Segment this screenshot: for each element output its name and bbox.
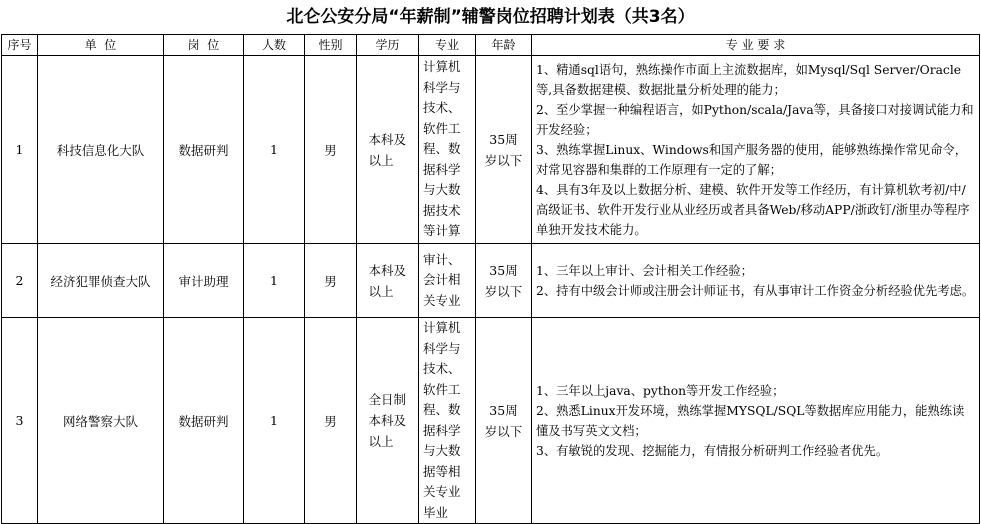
header-post: 岗 位 [164,35,244,56]
cell-age: 35周岁以下 [484,131,523,168]
requirement-item: 4、具有3年及以上数据分析、建模、软件开发等工作经历，有计算机软考初/中/高级证书、软件开发行业从业经历或者具备Web/移动APP/浙政钉/浙里办等程序单独开发技术能力。 [536,182,970,237]
requirement-item: 1、三年以上java、python等开发工作经验； [536,383,785,398]
cell-count: 1 [244,244,305,318]
requirement-item: 2、熟悉Linux开发环境，熟练掌握MYSQL/SQL等数据库应用能力，能熟练读懂及书写英文文档； [536,403,965,438]
requirement-item: 3、有敏锐的发现、挖掘能力，有情报分析研判工作经验者优先。 [536,443,889,458]
cell-education: 全日制本科及以上 [368,392,407,449]
recruitment-table [1,34,980,524]
cell-gender: 男 [305,244,357,318]
cell-education: 本科及以上 [368,262,407,299]
cell-age: 35周岁以下 [484,402,523,439]
cell-education: 本科及以上 [368,131,407,168]
header-age: 年龄 [476,35,532,56]
cell-no: 1 [2,56,38,244]
cell-gender: 男 [305,56,357,244]
header-education: 学历 [357,35,419,56]
cell-requirements [532,244,980,318]
cell-count: 1 [244,56,305,244]
header-requirements: 专 业 要 求 [532,35,980,56]
table-header-row [2,35,980,56]
header-gender: 性别 [305,35,357,56]
header-no: 序号 [2,35,38,56]
cell-requirements [532,56,980,244]
cell-count: 1 [244,318,305,524]
cell-post: 审计助理 [164,244,244,318]
requirement-item: 2、持有中级会计师或注册会计师证书，有从事审计工作资金分析经验优先考虑。 [536,283,975,298]
cell-gender: 男 [305,318,357,524]
header-count: 人数 [244,35,305,56]
cell-unit: 科技信息化大队 [38,56,164,244]
cell-major: 计算机科学与技术、软件工程、数据科学与大数据技术等计算 [423,59,461,239]
header-major: 专业 [419,35,476,56]
page-title: 北仑公安分局“年薪制”辅警岗位招聘计划表（共3名） [286,7,695,27]
cell-unit: 经济犯罪侦查大队 [38,244,164,318]
cell-no: 2 [2,244,38,318]
table-row [2,244,980,318]
table-row [2,56,980,244]
cell-major: 审计、会计相关专业 [423,251,461,308]
cell-post: 数据研判 [164,56,244,244]
requirement-item: 1、精通sql语句，熟练操作市面上主流数据库，如Mysql/Sql Server/Oracle等,具备数据建模、数据批量分析处理的能力； [536,62,962,97]
cell-requirements [532,318,980,524]
requirement-item: 2、至少掌握一种编程语言，如Python/scala/Java等，具备接口对接调试能力和开发经验； [536,102,974,137]
cell-major: 计算机科学与技术、软件工程、数据科学与大数据等相关专业毕业 [423,320,461,520]
header-unit: 单 位 [38,35,164,56]
cell-no: 3 [2,318,38,524]
requirement-item: 3、熟练掌握Linux、Windows和国产服务器的使用，能够熟练操作常见命令，对常见容器和集群的工作原理有一定的了解； [536,142,968,177]
cell-post: 数据研判 [164,318,244,524]
cell-age: 35周岁以下 [484,262,523,299]
cell-unit: 网络警察大队 [38,318,164,524]
table-row [2,318,980,524]
requirement-item: 1、三年以上审计、会计相关工作经验； [536,263,753,278]
